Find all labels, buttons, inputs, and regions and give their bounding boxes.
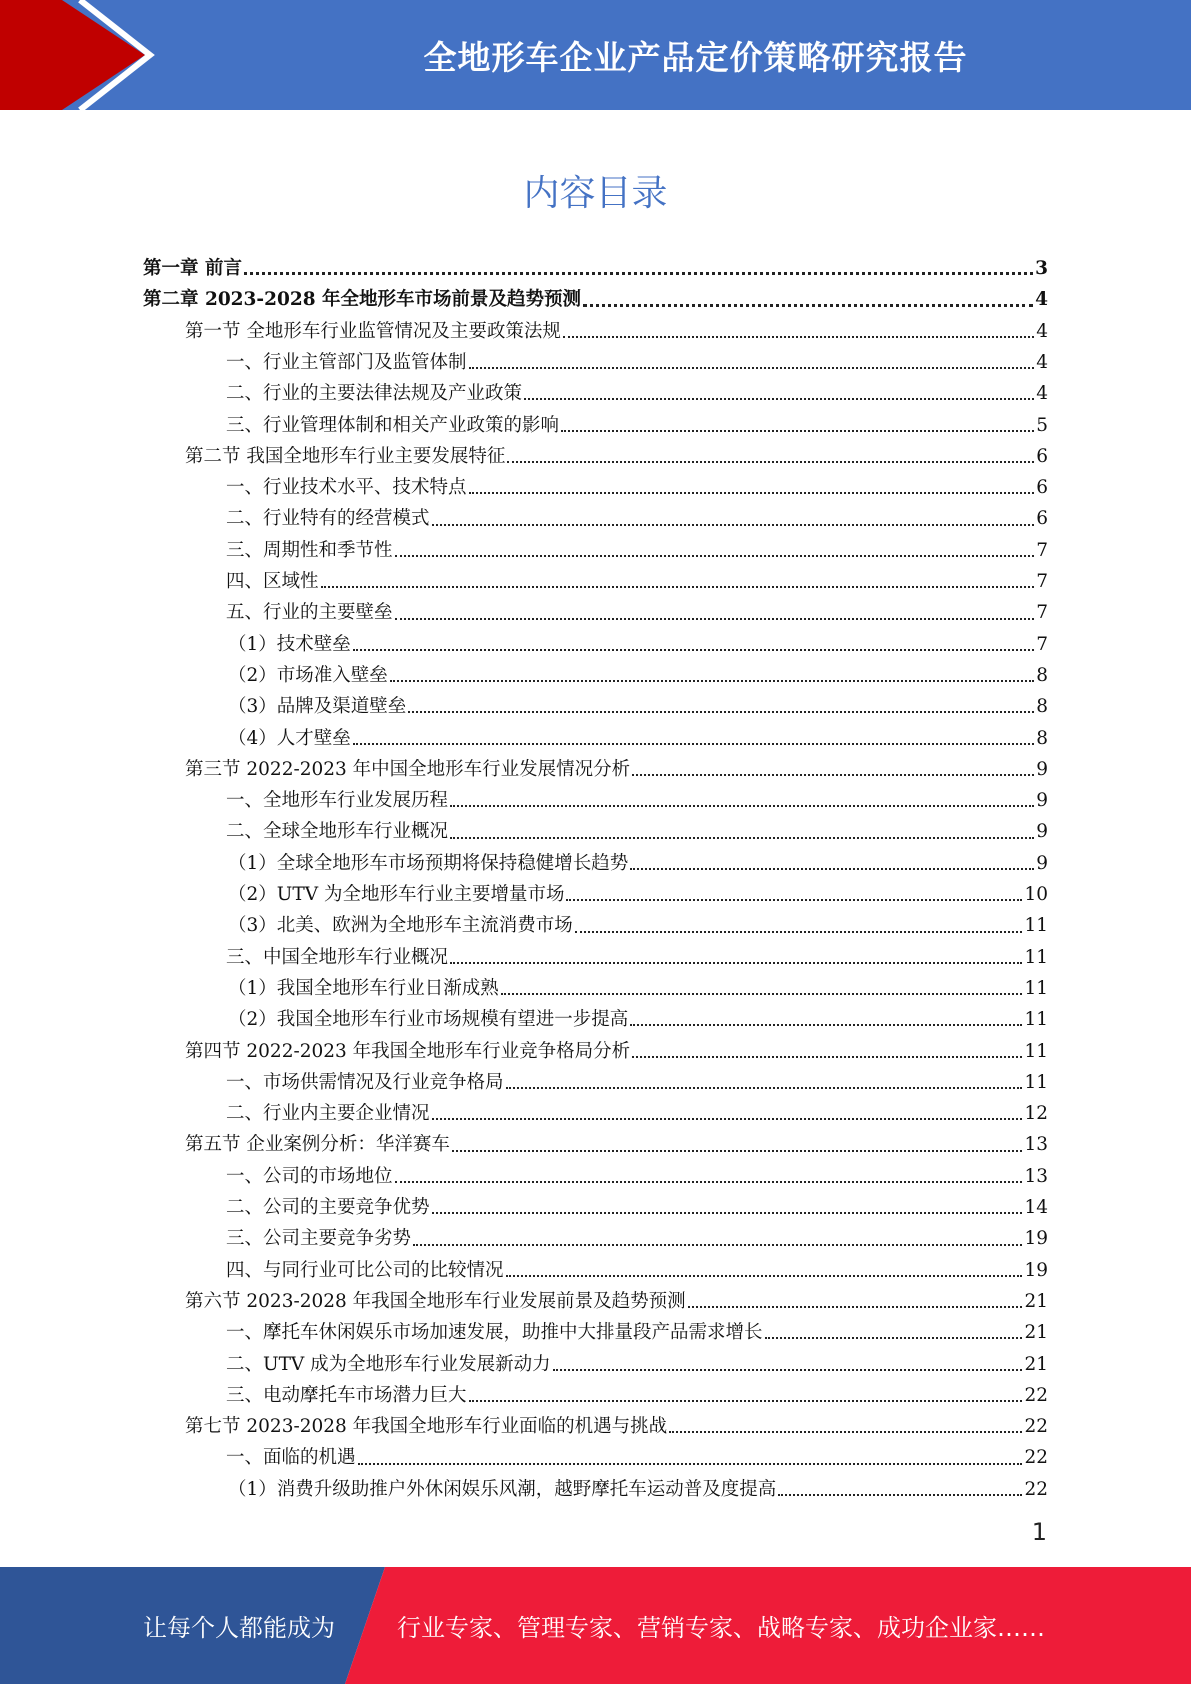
toc-entry[interactable] (226, 785, 1048, 816)
toc-entry-label: 一、全地形车行业发展历程 (226, 790, 449, 812)
toc-dot-leader (553, 1369, 1023, 1371)
toc-entry[interactable] (226, 1255, 1048, 1286)
toc-entry-page: 13 (1024, 1165, 1048, 1187)
toc-entry-page: 19 (1024, 1259, 1048, 1281)
toc-entry-page: 8 (1036, 696, 1048, 718)
toc-dot-leader (501, 993, 1023, 995)
toc-entry-label: 二、公司的主要竞争优势 (226, 1197, 430, 1218)
page-header (0, 0, 1191, 110)
toc-entry-page: 6 (1036, 445, 1048, 467)
toc-entry-label: （3）北美、欧洲为全地形车主流消费市场 (228, 915, 573, 937)
toc-entry[interactable] (226, 816, 1048, 847)
toc-entry[interactable] (226, 1223, 1048, 1254)
toc-entry[interactable] (226, 472, 1048, 503)
toc-entry-page: 6 (1036, 477, 1048, 499)
toc-entry-page: 19 (1024, 1228, 1048, 1250)
toc-dot-leader (688, 1306, 1023, 1308)
toc-dot-leader (432, 1118, 1023, 1120)
toc-entry-label: （1）技术壁垒 (228, 633, 351, 655)
toc-dot-leader (506, 1275, 1023, 1277)
toc-entry-page: 11 (1024, 977, 1048, 999)
toc-entry[interactable] (228, 973, 1048, 1004)
toc-entry[interactable] (226, 347, 1048, 378)
toc-entry-page: 22 (1024, 1478, 1048, 1500)
toc-entry-label: （2）UTV 为全地形车行业主要增量市场 (228, 884, 565, 905)
toc-entry-label: 四、与同行业可比公司的比较情况 (226, 1259, 504, 1281)
toc-entry[interactable] (226, 1098, 1048, 1129)
toc-entry-page: 21 (1024, 1290, 1048, 1312)
toc-entry-page: 6 (1036, 508, 1048, 530)
toc-entry-label: 三、公司主要竞争劣势 (226, 1228, 412, 1250)
toc-entry-page: 10 (1024, 884, 1048, 905)
toc-entry[interactable] (185, 754, 1048, 785)
toc-entry-page: 22 (1024, 1384, 1048, 1406)
toc-entry-page: 11 (1024, 1071, 1048, 1093)
toc-dot-leader (408, 711, 1034, 713)
toc-entry-label: 第六节 2023-2028 年我国全地形车行业发展前景及趋势预测 (185, 1290, 686, 1312)
toc-entry[interactable] (185, 316, 1048, 347)
toc-entry[interactable] (228, 629, 1048, 660)
toc-dot-leader (630, 868, 1034, 870)
toc-entry-label: 二、行业的主要法律法规及产业政策 (226, 383, 523, 405)
toc-entry[interactable] (185, 441, 1048, 472)
toc-dot-leader (561, 430, 1034, 432)
toc-dot-leader (778, 1494, 1022, 1496)
toc-entry-label: 一、公司的市场地位 (226, 1165, 393, 1187)
toc-dot-leader (524, 398, 1034, 400)
toc-dot-leader (390, 680, 1034, 682)
toc-entry-label: （1）消费升级助推户外休闲娱乐风潮，越野摩托车运动普及度提高 (228, 1478, 777, 1500)
toc-dot-leader (450, 805, 1034, 807)
toc-entry[interactable] (185, 1036, 1048, 1067)
toc-entry[interactable] (185, 1411, 1048, 1442)
toc-dot-leader (450, 962, 1022, 964)
toc-entry-page: 4 (1036, 383, 1048, 405)
toc-entry-label: （1）全球全地形车市场预期将保持稳健增长趋势 (228, 852, 629, 874)
toc-entry-label: 第一节 全地形车行业监管情况及主要政策法规 (185, 320, 561, 342)
toc-entry[interactable] (228, 660, 1048, 691)
toc-entry-page: 11 (1024, 1009, 1048, 1031)
toc-dot-leader (630, 1024, 1022, 1026)
toc-entry-label: 三、中国全地形车行业概况 (226, 946, 449, 968)
toc-dot-leader (450, 837, 1034, 839)
toc-entry-page: 8 (1036, 664, 1048, 686)
toc-entry[interactable] (226, 1161, 1048, 1192)
page-number: 1 (1031, 1518, 1047, 1546)
toc-entry-label: 第三节 2022-2023 年中国全地形车行业发展情况分析 (185, 758, 631, 780)
toc-entry-label: （4）人才壁垒 (228, 727, 351, 749)
toc-entry-label: 第七节 2023-2028 年我国全地形车行业面临的机遇与挑战 (185, 1416, 668, 1438)
toc-entry[interactable] (226, 1442, 1048, 1473)
toc-dot-leader (507, 461, 1034, 463)
toc-entry[interactable] (228, 723, 1048, 754)
toc-entry[interactable] (228, 1474, 1048, 1505)
toc-entry[interactable] (226, 410, 1048, 441)
toc-entry-page: 7 (1036, 539, 1048, 561)
toc-entry[interactable] (226, 566, 1048, 597)
toc-entry-page: 3 (1035, 258, 1048, 279)
toc-entry-page: 4 (1035, 289, 1048, 311)
toc-dot-leader (469, 492, 1035, 494)
toc-dot-leader (669, 1431, 1022, 1433)
toc-dot-leader (563, 336, 1034, 338)
toc-dot-leader (395, 618, 1035, 620)
toc-entry-label: 第二节 我国全地形车行业主要发展特征 (185, 445, 506, 467)
toc-entry[interactable] (226, 942, 1048, 973)
toc-dot-leader (321, 586, 1035, 588)
toc-entry-page: 22 (1024, 1447, 1048, 1469)
toc-entry-page: 13 (1024, 1134, 1048, 1156)
toc-entry-page: 5 (1036, 414, 1048, 436)
toc-dot-leader (395, 1181, 1023, 1183)
toc-entry-page: 7 (1036, 633, 1048, 655)
toc-entry-page: 14 (1024, 1197, 1048, 1218)
toc-dot-leader (244, 272, 1033, 275)
toc-entry-label: 一、行业主管部门及监管体制 (226, 351, 467, 373)
toc-entry-page: 9 (1036, 758, 1048, 780)
toc-entry-label: （3）品牌及渠道壁垒 (228, 696, 407, 718)
toc-entry[interactable] (228, 879, 1048, 910)
toc-entry[interactable] (226, 535, 1048, 566)
toc-entry[interactable] (226, 1067, 1048, 1098)
toc-entry-page: 7 (1036, 602, 1048, 624)
toc-dot-leader (469, 367, 1035, 369)
toc-dot-leader (506, 1087, 1023, 1089)
toc-entry-page: 11 (1024, 1040, 1048, 1062)
toc-entry-label: 一、市场供需情况及行业竞争格局 (226, 1071, 504, 1093)
toc-entry[interactable] (226, 378, 1048, 409)
toc-dot-leader (432, 1212, 1023, 1214)
toc-entry-label: 二、全球全地形车行业概况 (226, 821, 449, 843)
toc-entry[interactable] (226, 1192, 1048, 1223)
toc-entry-label: 二、UTV 成为全地形车行业发展新动力 (226, 1353, 551, 1375)
toc-entry-label: 四、区域性 (226, 571, 319, 592)
toc-entry[interactable] (143, 284, 1048, 315)
toc-dot-leader (432, 524, 1035, 526)
toc-entry-label: 一、行业技术水平、技术特点 (226, 477, 467, 499)
toc-entry-page: 9 (1036, 821, 1048, 843)
report-title: 全地形车企业产品定价策略研究报告 (423, 37, 968, 77)
toc-entry-label: 一、摩托车休闲娱乐市场加速发展，助推中大排量段产品需求增长 (226, 1322, 763, 1344)
footer-slogan-left: 让每个人都能成为 (143, 1614, 335, 1642)
toc-entry-page: 11 (1024, 946, 1048, 968)
toc-entry[interactable] (226, 1380, 1048, 1411)
toc-entry-page: 9 (1036, 852, 1048, 874)
toc-entry-page: 8 (1036, 727, 1048, 749)
toc-entry[interactable] (228, 910, 1048, 941)
toc-entry-page: 12 (1024, 1103, 1048, 1125)
toc-dot-leader (765, 1337, 1023, 1339)
toc-dot-leader (583, 304, 1033, 307)
toc-entry-page: 9 (1036, 790, 1048, 812)
toc-entry[interactable] (226, 1349, 1048, 1380)
toc-entry-label: 第五节 企业案例分析：华洋赛车 (185, 1134, 450, 1156)
toc-dot-leader (566, 899, 1022, 901)
toc-entry[interactable] (226, 597, 1048, 628)
toc-entry-label: 第四节 2022-2023 年我国全地形车行业竞争格局分析 (185, 1040, 631, 1062)
toc-dot-leader (353, 649, 1034, 651)
toc-entry-label: （2）我国全地形车行业市场规模有望进一步提高 (228, 1009, 629, 1031)
toc-dot-leader (413, 1244, 1022, 1246)
footer-slogan-right: 行业专家、管理专家、营销专家、战略专家、成功企业家…… (397, 1614, 1045, 1642)
toc-entry-label: 五、行业的主要壁垒 (226, 602, 393, 624)
toc-dot-leader (353, 743, 1034, 745)
page-footer (0, 1567, 1191, 1684)
toc-entry-label: 第二章 2023-2028 年全地形车市场前景及趋势预测 (143, 289, 582, 311)
toc-dot-leader (469, 1400, 1023, 1402)
toc-entry[interactable] (143, 253, 1048, 284)
toc-entry-page: 11 (1024, 915, 1048, 937)
toc-entry-label: 二、行业内主要企业情况 (226, 1103, 430, 1125)
toc-entry[interactable] (226, 503, 1048, 534)
toc-heading: 内容目录 (523, 173, 668, 214)
toc-dot-leader (395, 555, 1035, 557)
toc-dot-leader (632, 1056, 1022, 1058)
toc-entry-label: 三、行业管理体制和相关产业政策的影响 (226, 414, 560, 436)
toc-entry-label: 二、行业特有的经营模式 (226, 508, 430, 530)
toc-entry-page: 22 (1024, 1416, 1048, 1438)
toc-entry-label: 一、面临的机遇 (226, 1447, 356, 1469)
toc-entry[interactable] (185, 1286, 1048, 1317)
toc-entry-page: 21 (1024, 1322, 1048, 1344)
toc-entry-label: （2）市场准入壁垒 (228, 664, 388, 686)
toc-entry[interactable] (185, 1129, 1048, 1160)
toc-entry-label: 第一章 前言 (143, 258, 242, 279)
toc-entry-label: 三、电动摩托车市场潜力巨大 (226, 1384, 467, 1406)
toc-entry-page: 4 (1036, 351, 1048, 373)
toc-entry-page: 4 (1036, 320, 1048, 342)
toc-entry[interactable] (228, 691, 1048, 722)
toc-dot-leader (358, 1463, 1023, 1465)
toc-entry-label: （1）我国全地形车行业日渐成熟 (228, 977, 499, 999)
toc-entry[interactable] (228, 1004, 1048, 1035)
toc-entry-page: 21 (1024, 1353, 1048, 1375)
toc-entry[interactable] (226, 1317, 1048, 1348)
toc-dot-leader (452, 1150, 1023, 1152)
toc-entry-label: 三、周期性和季节性 (226, 539, 393, 561)
toc-entry[interactable] (228, 848, 1048, 879)
toc-dot-leader (575, 931, 1023, 933)
toc-dot-leader (632, 774, 1034, 776)
toc-entry-page: 7 (1036, 571, 1048, 592)
